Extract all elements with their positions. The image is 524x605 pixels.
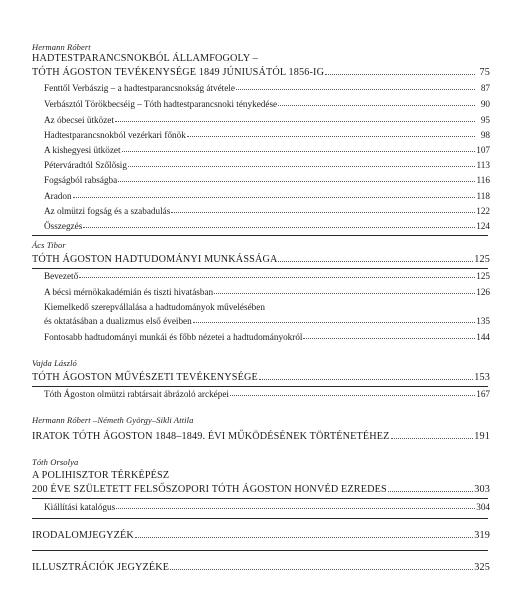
dot-leader [214, 293, 475, 294]
section-title: HADTESTPARANCSNOKBÓL ÁLLAMFOGOLY – [32, 53, 258, 64]
dot-leader [171, 212, 475, 213]
dot-leader [118, 181, 475, 182]
toc-entry[interactable] [44, 316, 490, 326]
dot-leader [79, 277, 475, 278]
entry-title: Tóth Ágoston olmützi rabtársait ábrázoló arcképei [44, 389, 229, 399]
page-number: 303 [474, 484, 490, 495]
entry-title: TÓTH ÁGOSTON HADTUDOMÁNYI MUNKÁSSÁGA [32, 254, 278, 265]
entry-title: Összegzés [44, 221, 83, 231]
toc-entry[interactable] [44, 221, 490, 231]
page-number: 125 [474, 254, 490, 265]
page-number: 75 [479, 67, 490, 78]
page-number: 125 [476, 271, 490, 281]
dot-leader [388, 491, 473, 492]
toc-entry[interactable] [44, 271, 490, 281]
toc-entry[interactable] [32, 431, 490, 442]
page-number: 116 [476, 175, 490, 185]
section-title: A POLIHISZTOR TÉRKÉPÉSZ [32, 470, 170, 481]
dot-leader [170, 569, 473, 570]
section-divider [32, 386, 488, 387]
page-number: 144 [476, 332, 490, 342]
page-number: 304 [476, 502, 490, 512]
dot-leader [278, 261, 473, 262]
page-number: 126 [476, 287, 490, 297]
dot-leader [230, 395, 475, 396]
dot-leader [73, 197, 475, 198]
entry-title: ILLUSZTRÁCIÓK JEGYZÉKE [32, 562, 170, 573]
entry-title: Fontosabb hadtudományi munkái és főbb nézetei a hadtudományokról [44, 332, 303, 342]
section-divider [32, 498, 488, 499]
entry-title: Verbásztól Törökbecséig – Tóth hadtestparancsnoki ténykedése [44, 99, 278, 109]
toc-entry[interactable] [44, 191, 490, 201]
dot-leader [236, 89, 475, 90]
page-number: 319 [474, 530, 490, 541]
toc-entry[interactable] [44, 99, 490, 109]
dot-leader [391, 438, 474, 439]
entry-title: Fenttől Verbászig – a hadtestparancsnokság átvétele [44, 83, 235, 93]
toc-entry[interactable] [44, 130, 490, 140]
page-number: 95 [480, 115, 490, 125]
entry-title: Aradon [44, 191, 72, 201]
entry-title: Péterváradtól Szőlősig [44, 160, 127, 170]
entry-title: Fogságból rabságba [44, 175, 118, 185]
dot-leader [115, 121, 475, 122]
entry-title: IRODALOMJEGYZÉK [32, 530, 134, 541]
entry-title: Az olmützi fogság és a szabadulás [44, 206, 171, 216]
toc-entry[interactable] [44, 145, 490, 155]
section-author: Hermann Róbert [32, 42, 91, 52]
page-number: 107 [476, 145, 490, 155]
toc-entry[interactable] [44, 115, 490, 125]
page-number: 118 [476, 191, 490, 201]
dot-leader [128, 166, 475, 167]
section-author: Vajda László [32, 358, 77, 368]
dot-leader [259, 379, 473, 380]
toc-entry[interactable] [44, 206, 490, 216]
dot-leader [135, 537, 473, 538]
page-number: 135 [476, 316, 490, 326]
page-number: 124 [476, 221, 490, 231]
entry-title: Hadtestparancsnokból vezérkari főnök [44, 130, 186, 140]
page-number: 90 [480, 99, 490, 109]
section-author: Tóth Orsolya [32, 457, 79, 467]
entry-title: Bevezető [44, 271, 79, 281]
toc-entry[interactable] [44, 502, 490, 512]
page-number: 325 [474, 562, 490, 573]
toc-entry[interactable] [32, 562, 490, 573]
page-number: 113 [476, 160, 490, 170]
page-number: 122 [476, 206, 490, 216]
dot-leader [83, 227, 475, 228]
toc-entry[interactable] [44, 160, 490, 170]
entry-title: Kiemelkedő szerepvállalása a hadtudományok művelésében [44, 302, 265, 312]
toc-entry[interactable] [32, 67, 490, 78]
toc-entry[interactable] [44, 389, 490, 399]
page-number: 87 [480, 83, 490, 93]
dot-leader [122, 151, 475, 152]
entry-title: A kishegyesi ütközet [44, 145, 121, 155]
entry-title: 200 ÉVE SZÜLETETT FELSŐSZOPORI TÓTH ÁGOSTON HONVÉD EZREDES [32, 484, 387, 495]
toc-entry[interactable] [32, 254, 490, 265]
dot-leader [187, 136, 475, 137]
entry-title: Az óbecsei ütközet [44, 115, 114, 125]
toc-entry[interactable] [44, 175, 490, 185]
toc-entry[interactable] [32, 484, 490, 495]
entry-title: Kiállítási katalógus [44, 502, 116, 512]
entry-title: IRATOK TÓTH ÁGOSTON 1848–1849. ÉVI MŰKÖDÉSÉNEK TÖRTÉNETÉHEZ [32, 431, 390, 442]
page-number: 153 [474, 372, 490, 383]
toc-entry[interactable] [44, 83, 490, 93]
dot-leader [325, 74, 475, 75]
section-author: Hermann Róbert –Németh György–Sikli Attila [32, 415, 194, 425]
dot-leader [303, 338, 475, 339]
toc-entry[interactable] [44, 287, 490, 297]
page-number: 167 [476, 389, 490, 399]
dot-leader [278, 105, 475, 106]
entry-title: A bécsi mérnökakadémián és tiszti hivatásban [44, 287, 214, 297]
toc-entry[interactable] [32, 530, 490, 541]
section-author: Ács Tibor [32, 240, 66, 250]
toc-entry[interactable] [32, 372, 490, 383]
dot-leader [193, 322, 475, 323]
section-divider [32, 235, 488, 236]
page-number: 98 [480, 130, 490, 140]
section-divider [32, 518, 488, 519]
dot-leader [116, 508, 475, 509]
entry-title: TÓTH ÁGOSTON TEVÉKENYSÉGE 1849 JÚNIUSÁTÓL 1856-IG [32, 67, 325, 78]
toc-entry[interactable] [44, 332, 490, 342]
section-divider [32, 268, 488, 269]
page-number: 191 [474, 431, 490, 442]
entry-title: és oktatásában a dualizmus első éveiben [44, 316, 192, 326]
section-divider [32, 550, 488, 551]
entry-title: TÓTH ÁGOSTON MŰVÉSZETI TEVÉKENYSÉGE [32, 372, 258, 383]
